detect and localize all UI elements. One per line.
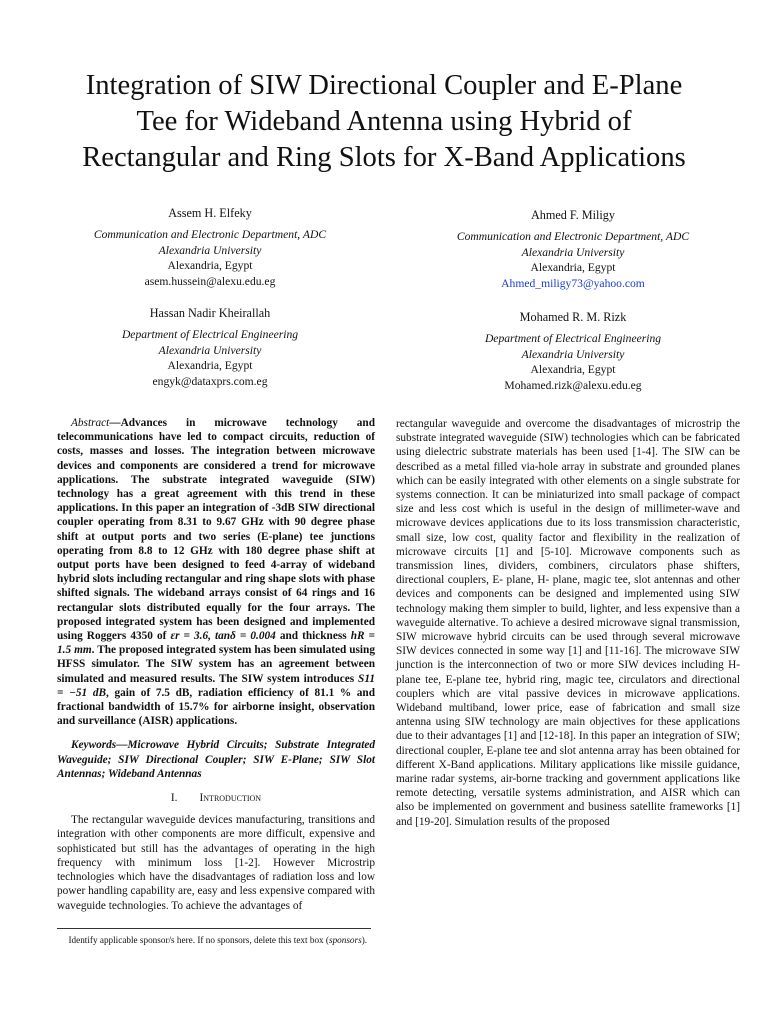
author-email: asem.hussein@alexu.edu.eg xyxy=(144,274,276,288)
intro-paragraph-right: rectangular waveguide and overcome the disadvantages of microstrip the substrate integrated waveguide (SIW) technologies which can be fabricated using dielectric substrate materials has been used [1-4]. The SIW can be described as a metal filled via-hole array in substrate and grounded planes which can be easily integrated with other elements on a single substrate for systems connection. It can be miniaturized into small package of compact size and less cost which is useful in the design of millimeter-wave and microwave devices applications due to its loss transmission characteristic, small size, low cost, quality factor and flexibility in the realization of microwave circuits [1] and [5-10]. Microwave components such as transmission lines, dividers, combiners, circulators phase shifters, directional couplers, E- plane, H- plane, magic tee, slot antennas and other devices and components can be designed and implemented using SIW technology making them simpler to build, lighter, and less expensive than a waveguide alternative. To achieve a desired microwave signal transmission, SIW microwave hybrid circuits can be used through several microwave SIW devices connected in some way [1] and [11-16]. The microwave SIW junction is the interconnection of two or more SIW devices including H-plane tee, E-plane tee, hybrid ring, magic tee, circulators and directional couplers which are vital passive devices in microwave applications. Wideband multiband, lower price, ease of fabrication and small size antenna using SIW technology are main objectives for these applications due to their advantages [1] and [12-18]. In this paper an integration of SIW; directional coupler, E-plane tee and slot antenna array has been obtained for different X-Band applications. Military applications like missile guidance, marine radar systems, air-borne tracking and government applications like remote detecting, versatile systems administration, and AISR which can also be implemented on government and business satellite frameworks [1] and [19-20]. Simulation results of the proposed xyxy=(396,418,740,828)
footnote: Identify applicable sponsor/s here. If no sponsors, delete this text box (sponsors). xyxy=(68,935,368,945)
paper-title xyxy=(40,68,728,176)
title-line-1: Integration of SIW Directional Coupler and E-Plane xyxy=(85,70,683,101)
author-name: Mohamed R. M. Rizk xyxy=(519,310,627,324)
intro-paragraph-left: The rectangular waveguide devices manufacturing, transitions and integration with other components are more difficult, expensive and sophisticated but still has the advantages of operating in the high frequency with minimum loss [1-2]. However Microstrip technologies which have the disadvantages of radiation loss and low power handling capability are, easy and less expensive compared with waveguide technologies. To achieve the advantages of xyxy=(57,814,375,912)
author-affiliation: Communication and Electronic Department, ADC xyxy=(456,230,690,244)
equation-thickness: hR = 1.5 mm xyxy=(57,630,375,657)
left-column xyxy=(57,416,375,913)
author-affiliation: Department of Electrical Engineering xyxy=(121,328,299,342)
section-number: I. xyxy=(170,792,178,805)
author-location: Alexandria, Egypt xyxy=(167,359,253,373)
author-university: Alexandria University xyxy=(521,347,625,361)
author-block-4 xyxy=(400,310,746,393)
section-title: Introduction xyxy=(199,792,262,805)
keywords-label: Keywords xyxy=(71,739,117,752)
title-line-2: Tee for Wideband Antenna using Hybrid of xyxy=(136,106,632,137)
abstract-label: Abstract xyxy=(71,417,110,429)
author-university: Alexandria University xyxy=(158,243,262,257)
author-affiliation: Communication and Electronic Department, ADC xyxy=(93,228,327,242)
footnote-divider xyxy=(57,928,371,929)
section-heading-introduction xyxy=(57,791,375,805)
author-email-link[interactable]: Ahmed_miligy73@yahoo.com xyxy=(501,276,645,290)
author-affiliation: Department of Electrical Engineering xyxy=(484,332,662,346)
author-name: Hassan Nadir Kheirallah xyxy=(149,306,271,320)
author-email: Mohamed.rizk@alexu.edu.eg xyxy=(504,378,642,392)
right-column xyxy=(396,417,740,829)
author-location: Alexandria, Egypt xyxy=(530,363,616,377)
author-block-2 xyxy=(400,208,746,291)
equation-permittivity: εr = 3.6, tanδ = 0.004 xyxy=(170,630,276,643)
equation-s11: S11 = −51 dB xyxy=(57,672,375,699)
author-email: engyk@dataxprs.com.eg xyxy=(152,374,268,388)
keywords xyxy=(57,738,375,781)
author-location: Alexandria, Egypt xyxy=(530,261,616,275)
keywords-text: —Microwave Hybrid Circuits; Substrate Integrated Waveguide; SIW Directional Coupler; SIW E-Plane; SIW Slot Antennas; Wideband Antennas xyxy=(57,739,375,780)
abstract: Abstract—Advances in microwave technology and telecommunications have led to compact circuits, reduction of costs, masses and losses. The integration between microwave devices and components are considered a trend for microwave applications. The substrate integrated waveguide (SIW) technology has a great agreement with this trend in these applications. In this paper an integration of -3dB SIW directional coupler operating from 8.31 to 9.67 GHz with 90 degree phase shift at output ports and two series (E-plane) tee junctions operating from 8.8 to 12 GHz with 180 degree phase shift at output ports have been designed to feed 4-array of wideband hybrid slots including rectangular and ring shape slots with phase shifted signals. The wideband arrays consist of 64 rings and 16 rectangular slots distributed equally for the four arrays. The proposed integrated system has been designed and implemented using Roggers 4350 of εr = 3.6, tanδ = 0.004 and thickness hR = 1.5 mm. The proposed integrated system has been simulated using HFSS simulator. The SIW system has an agreement between simulated and measured results. The SIW system introduces S11 = −51 dB, gain of 7.5 dB, radiation efficiency of 81.1 % and fractional bandwidth of 15.7% for airborne insight, observation and surveillance (AISR) applications. xyxy=(57,417,375,728)
author-block-1 xyxy=(40,206,380,289)
author-block-3 xyxy=(40,306,380,389)
author-location: Alexandria, Egypt xyxy=(167,259,253,273)
author-name: Ahmed F. Miligy xyxy=(530,208,615,222)
author-university: Alexandria University xyxy=(158,343,262,357)
author-name: Assem H. Elfeky xyxy=(168,206,252,220)
author-university: Alexandria University xyxy=(521,245,625,259)
title-line-3: Rectangular and Ring Slots for X-Band Applications xyxy=(82,142,686,173)
